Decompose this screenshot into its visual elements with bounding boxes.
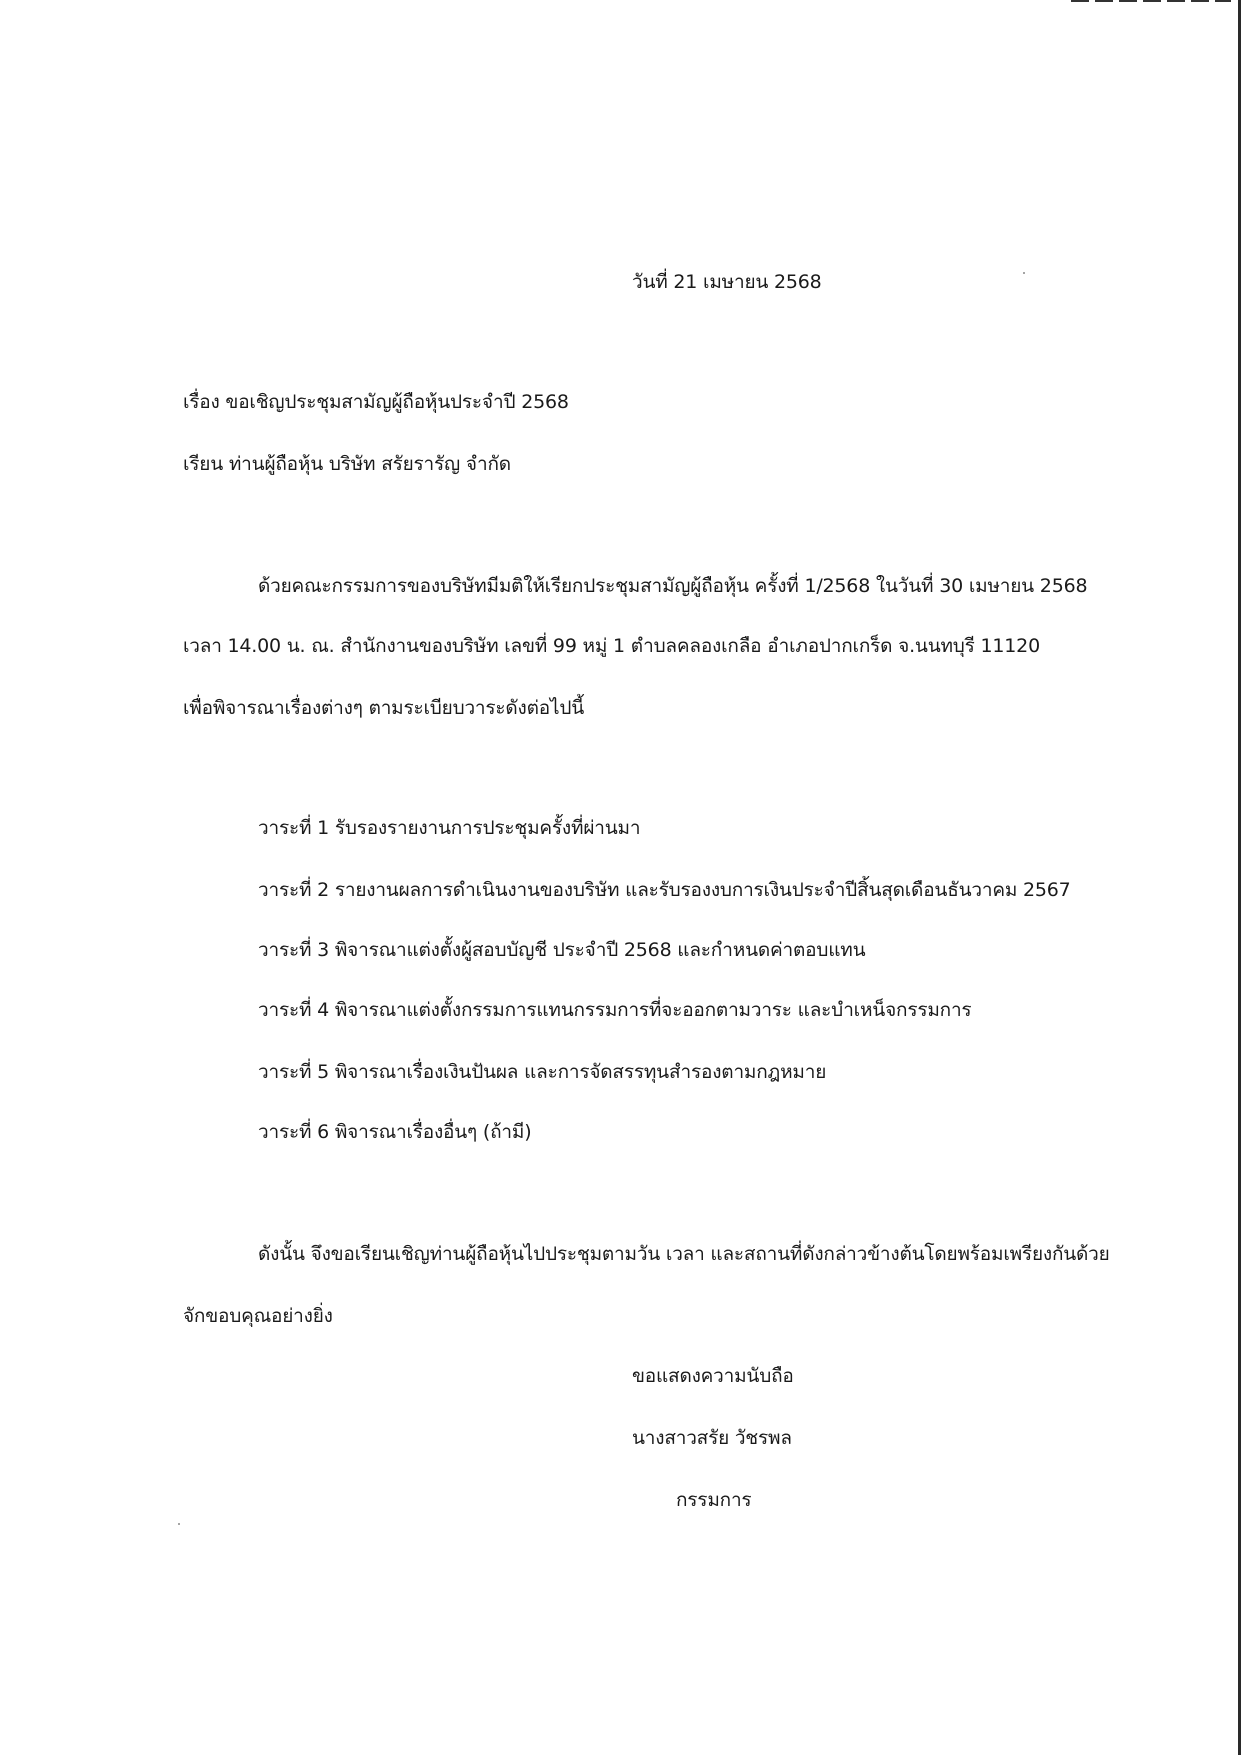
closing-line-2: จักขอบคุณอย่างยิ่ง: [183, 1305, 333, 1327]
signature-name: นางสาวสรัย วัชรพล: [632, 1427, 792, 1449]
scan-speck: [178, 1523, 180, 1525]
body-paragraph-line-2: เวลา 14.00 น. ณ. สำนักงานของบริษัท เลขที่ 99 หมู่ 1 ตำบลคลองเกลือ อำเภอปากเกร็ด จ.นนทบุรี 11120: [183, 635, 1040, 657]
letter-subject: เรื่อง ขอเชิญประชุมสามัญผู้ถือหุ้นประจำปี 2568: [183, 391, 569, 413]
letter-recipient: เรียน ท่านผู้ถือหุ้น บริษัท สรัยรารัญ จำกัด: [183, 453, 511, 475]
closing-line-1: ดังนั้น จึงขอเรียนเชิญท่านผู้ถือหุ้นไปประชุมตามวัน เวลา และสถานที่ดังกล่าวข้างต้นโดยพร้อมเพรียงกันด้วย: [258, 1243, 1110, 1265]
agenda-item-2: วาระที่ 2 รายงานผลการดำเนินงานของบริษัท และรับรองงบการเงินประจำปีสิ้นสุดเดือนธันวาคม 2567: [258, 879, 1071, 901]
letter-date: วันที่ 21 เมษายน 2568: [632, 271, 822, 293]
signature-regards: ขอแสดงความนับถือ: [632, 1365, 794, 1387]
body-paragraph-line-1: ด้วยคณะกรรมการของบริษัทมีมติให้เรียกประชุมสามัญผู้ถือหุ้น ครั้งที่ 1/2568 ในวันที่ 30 เมษายน 2568: [258, 575, 1088, 597]
body-paragraph-line-3: เพื่อพิจารณาเรื่องต่างๆ ตามระเบียบวาระดังต่อไปนี้: [183, 697, 584, 719]
agenda-item-3: วาระที่ 3 พิจารณาแต่งตั้งผู้สอบบัญชี ประจำปี 2568 และกำหนดค่าตอบแทน: [258, 939, 866, 961]
signature-title: กรรมการ: [676, 1489, 752, 1511]
scan-speck: [1023, 272, 1025, 274]
agenda-item-5: วาระที่ 5 พิจารณาเรื่องเงินปันผล และการจัดสรรทุนสำรองตามกฎหมาย: [258, 1061, 827, 1083]
agenda-item-6: วาระที่ 6 พิจารณาเรื่องอื่นๆ (ถ้ามี): [258, 1121, 532, 1143]
scan-top-marks: [1071, 0, 1231, 2]
agenda-item-1: วาระที่ 1 รับรองรายงานการประชุมครั้งที่ผ่านมา: [258, 817, 641, 839]
agenda-item-4: วาระที่ 4 พิจารณาแต่งตั้งกรรมการแทนกรรมการที่จะออกตามวาระ และบำเหน็จกรรมการ: [258, 999, 972, 1021]
